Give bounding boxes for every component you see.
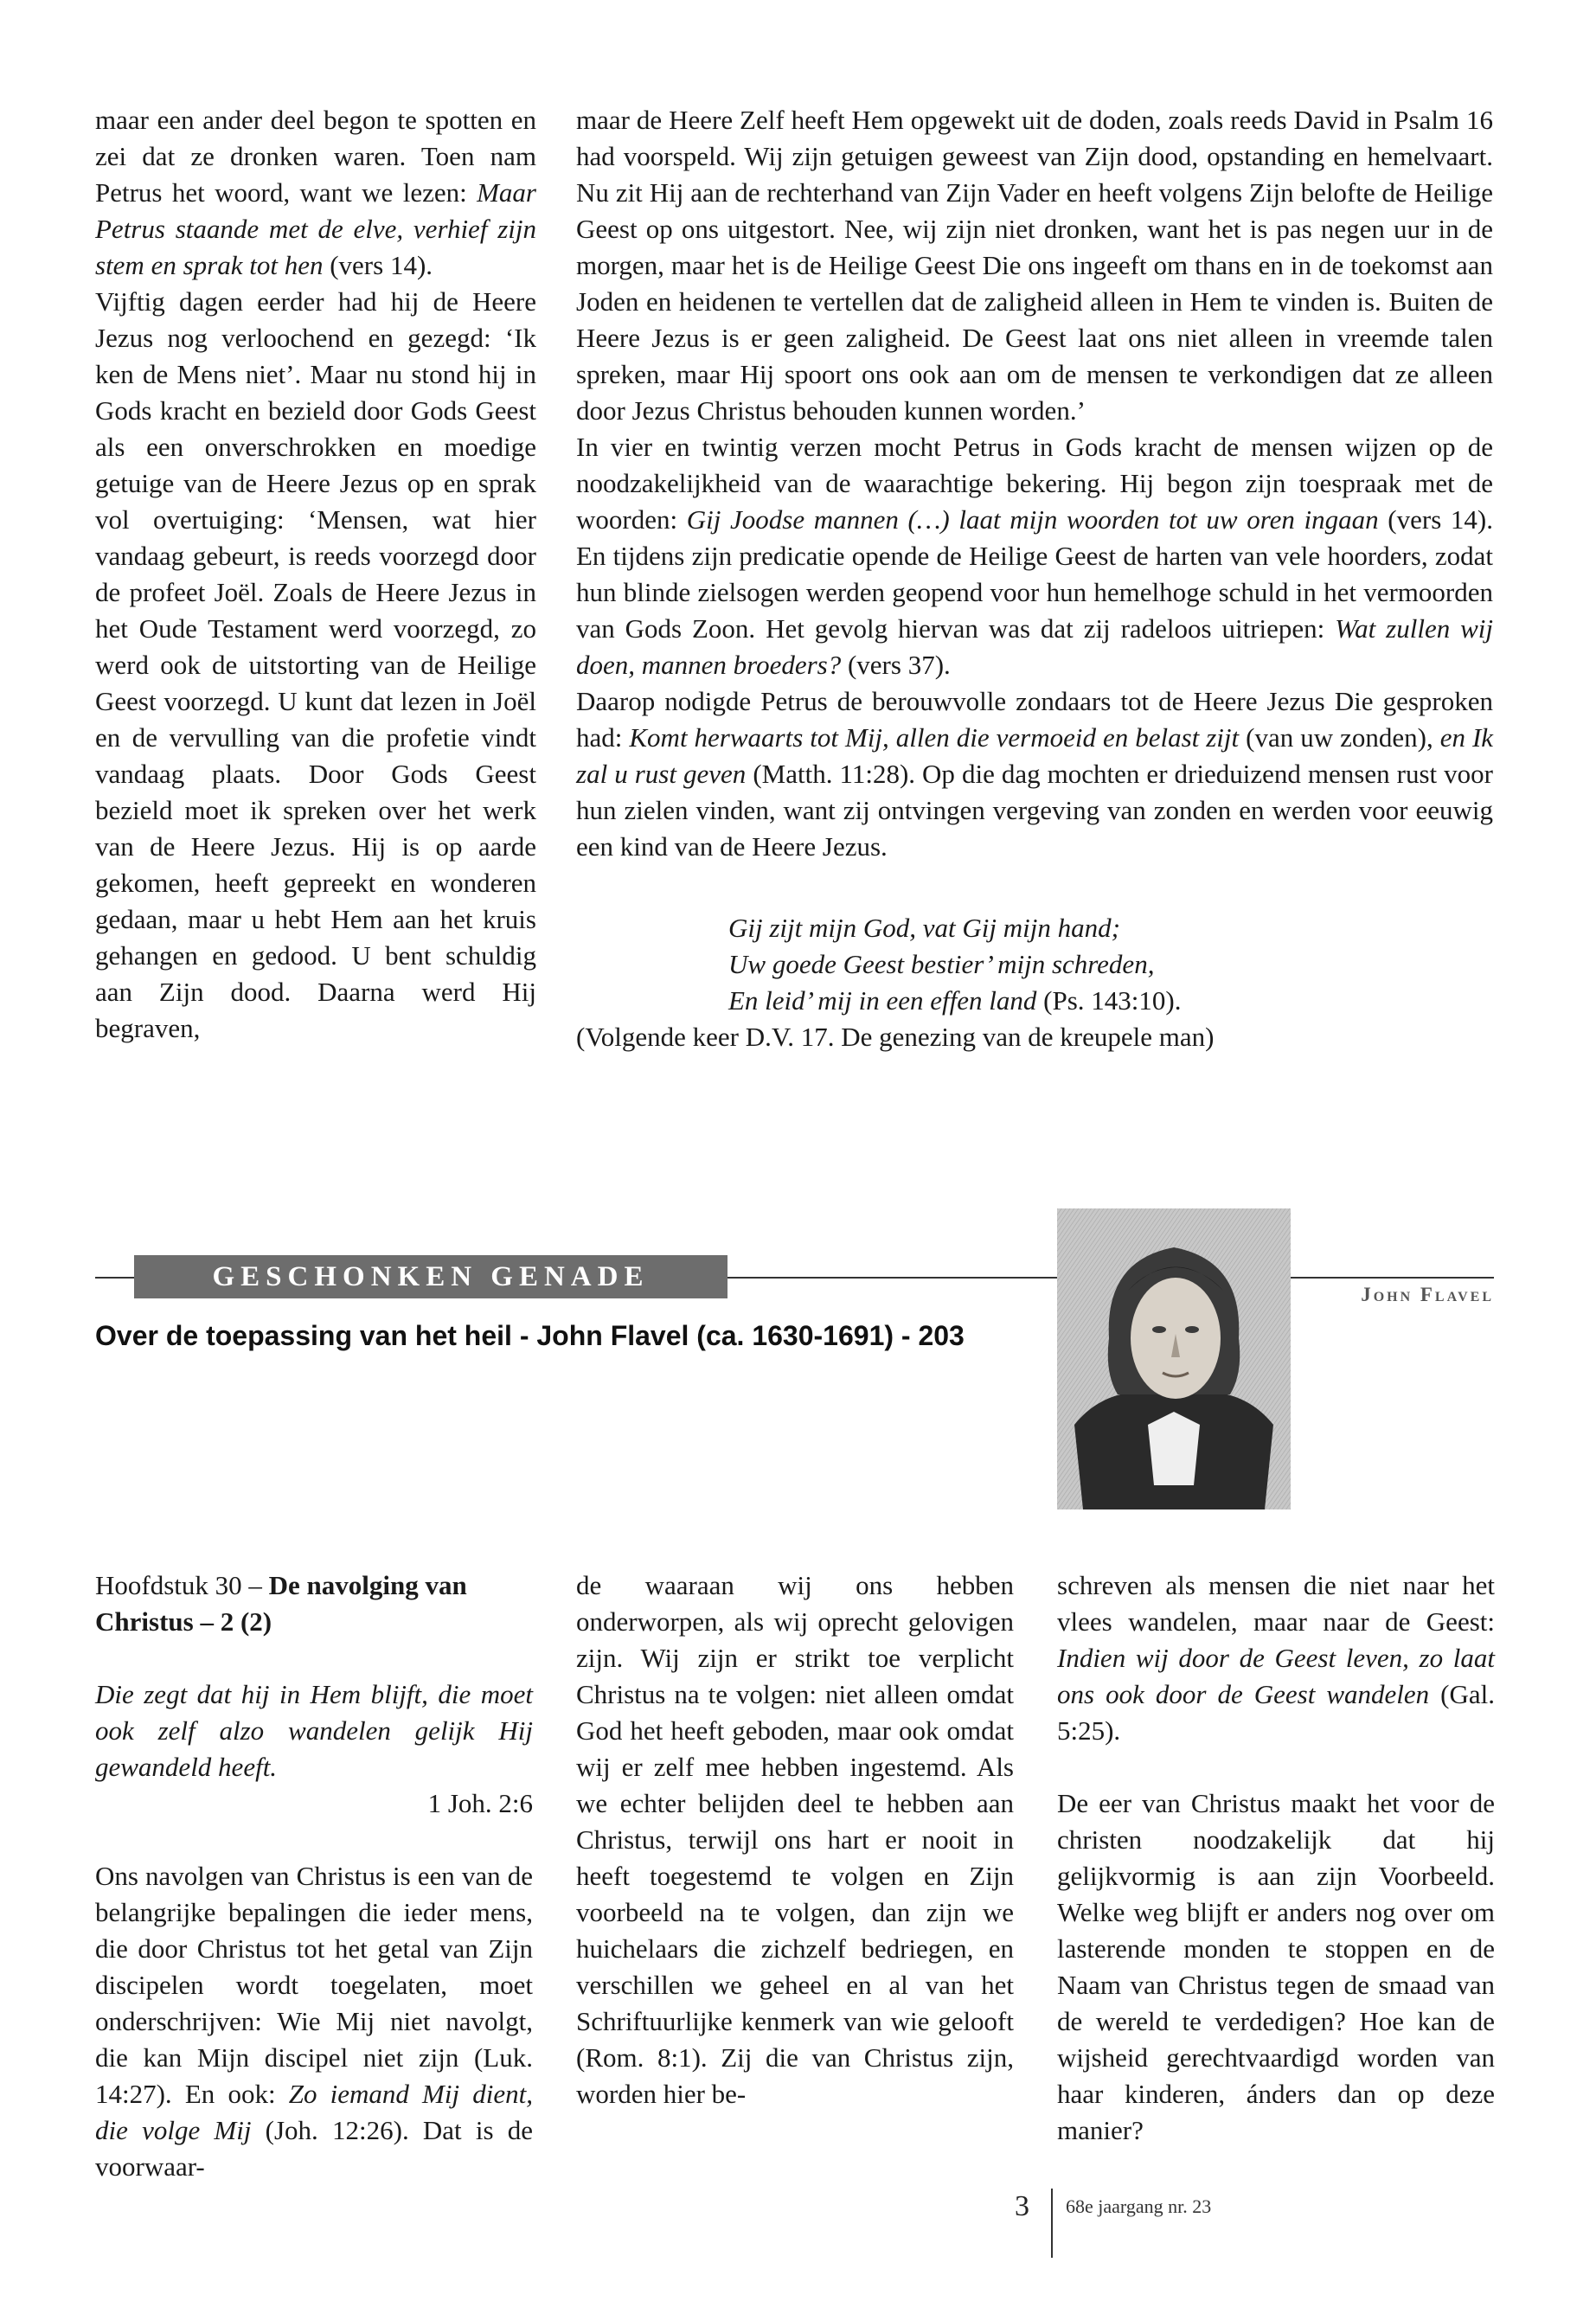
page-number: 3	[1015, 2190, 1029, 2222]
poem-reference: (Ps. 143:10).	[1036, 985, 1182, 1016]
scripture-quote: en Ik zal u rust geven	[576, 722, 1494, 789]
poem-line: Gij zijt mijn God, vat Gij mijn hand;	[728, 913, 1120, 943]
motto-reference: 1 Joh. 2:6	[427, 1788, 533, 1818]
author-tag: John Flavel	[1361, 1284, 1494, 1305]
article-column-3	[1057, 1567, 1495, 2149]
next-episode-note: (Volgende keer D.V. 17. De genezing van de kreupele man)	[576, 1022, 1215, 1052]
paragraph: maar een ander deel begon te spotten en zei dat ze dronken waren. Toen nam Petrus het woord, want we lezen: Maar Petrus staande met de elve, verhief zijn stem en sprak tot hen (vers 14).	[95, 105, 536, 280]
article-column-2	[576, 1567, 1014, 2112]
motto-reference-row	[95, 1785, 533, 1822]
psalm-verse	[728, 910, 1493, 1019]
top-left-column	[95, 102, 536, 1047]
issue-label: 68e jaargang nr. 23	[1066, 2195, 1212, 2217]
paragraph: In vier en twintig verzen mocht Petrus in Gods kracht de mensen wijzen op de noodzakelijkheid van de waarachtige bekering. Hij begon zijn toespraak met de woorden: Gij Joodse mannen (…) laat mijn woorden tot uw oren ingaan (vers 14). En tijdens zijn predicatie opende de Heilige Geest de harten van vele hoorders, zodat hun blinde zielsogen werden geopend voor hun hemelhoge schuld in het vermoorden van Gods Zoon. Het gevolg hiervan was dat zij radeloos uitriepen: Wat zullen wij doen, mannen broeders? (vers 37).	[576, 432, 1493, 680]
paragraph: de waaraan wij ons hebben onderworpen, als wij oprecht gelovigen zijn. Wij zijn er strikt toe verplicht Christus na te volgen: niet alleen omdat God het heeft geboden, maar ook omdat wij er zelf mee hebben ingestemd. Als we echter belijden deel te hebben aan Christus, terwijl ons hart er nooit in heeft toegestemd te volgen en Zijn voorbeeld na te volgen, dan zijn we huichelaars die zichzelf bedriegen, en verschillen we geheel en al van het Schriftuurlijke kenmerk van wie gelooft (Rom. 8:1). Zij die van Christus zijn, worden hier be-	[576, 1570, 1014, 2109]
scripture-quote: Zo iemand Mij dient, die volge Mij	[95, 2079, 533, 2145]
paragraph: Vijftig dagen eerder had hij de Heere Jezus nog verloochend en gezegd: ‘Ik ken de Mens niet’. Maar nu stond hij in Gods kracht en bezield door Gods Geest als een onverschrokken en moedige getuige van de Heere Jezus op en sprak vol overtuiging: ‘Mensen, wat hier vandaag gebeurt, is reeds voorzegd door de profeet Joël. Zoals de Heere Jezus in het Oude Testament werd voorzegd, zo werd ook de uitstorting van de Heilige Geest voorzegd. U kunt dat lezen in Joël en de vervulling van die profetie vindt vandaag plaats. Door Gods Geest bezield moet ik spreken over het werk van de Heere Jezus. Hij is op aarde gekomen, heeft gepreekt en wonderen gedaan, maar u hebt Hem aan het kruis gehangen en gedood. U bent schuldig aan Zijn dood. Daarna werd Hij begraven,	[95, 286, 536, 1043]
paragraph: Ons navolgen van Christus is een van de belangrijke bepalingen die ieder mens, die door Christus tot het getal van Zijn discipelen wordt toegelaten, moet onderschrijven: Wie Mij niet navolgt, die kan Mijn discipel niet zijn (Luk. 14:27). En ook: Zo iemand Mij dient, die volge Mij (Joh. 12:26). Dat is de voorwaar-	[95, 1861, 533, 2182]
scripture-quote: Wat zullen wij doen, mannen broeders?	[576, 613, 1493, 680]
article-column-1	[95, 1567, 533, 2185]
paragraph: schreven als mensen die niet naar het vlees wandelen, maar naar de Geest: Indien wij door de Geest leven, zo laat ons ook door de Geest wandelen (Gal. 5:25).	[1057, 1570, 1495, 1746]
top-right-column	[576, 102, 1493, 1055]
scripture-quote: Maar Petrus staande met de elve, verhief zijn stem en sprak tot hen	[95, 177, 536, 280]
scripture-quote: Komt herwaarts tot Mij, allen die vermoeid en belast zijt	[629, 722, 1240, 753]
section-banner: GESCHONKEN GENADE	[134, 1255, 727, 1298]
paragraph: De eer van Christus maakt het voor de christen noodzakelijk dat hij gelijkvormig is aan zijn Voorbeeld. Welke weg blijft er anders nog over om lasterende monden te stoppen en de Naam van Christus tegen de smaad van de wereld te verdedigen? Hoe kan de wijsheid gerechtvaardigd worden van haar kinderen, ánders dan op deze manier?	[1057, 1788, 1495, 2145]
paragraph: Daarop nodigde Petrus de berouwvolle zondaars tot de Heere Jezus Die gesproken had: Komt herwaarts tot Mij, allen die vermoeid en belast zijt (van uw zonden), en Ik zal u rust geven (Matth. 11:28). Op die dag mochten er drieduizend mensen rust voor hun zielen vinden, want zij ontvingen vergeving van zonden en werden voor eeuwig een kind van de Heere Jezus.	[576, 686, 1494, 862]
motto: Die zegt dat hij in Hem blijft, die moet ook zelf alzo wandelen gelijk Hij gewandeld heeft.	[95, 1679, 533, 1782]
poem-line: En leid’ mij in een effen land	[728, 985, 1037, 1016]
poem-line: Uw goede Geest bestier’ mijn schreden,	[728, 949, 1155, 979]
scripture-quote: Gij Joodse mannen (…) laat mijn woorden tot uw oren ingaan	[686, 504, 1379, 535]
section-rule-right	[1291, 1277, 1494, 1279]
author-portrait	[1057, 1208, 1291, 1509]
scripture-quote: Indien wij door de Geest leven, zo laat ons ook door de Geest wandelen	[1057, 1643, 1495, 1709]
paragraph: maar de Heere Zelf heeft Hem opgewekt uit de doden, zoals reeds David in Psalm 16 had voorspeld. Wij zijn getuigen geweest van Zijn dood, opstanding en hemelvaart. Nu zit Hij aan de rechterhand van Zijn Vader en heeft volgens Zijn belofte de Heilige Geest op ons uitgestort. Nee, wij zijn niet dronken, want het is pas negen uur in de morgen, maar het is de Heilige Geest Die ons ingeeft om thans en in de toekomst aan Joden en heidenen te vertellen dat de zaligheid alleen in Hem te vinden is. Buiten de Heere Jezus is er geen zaligheid. De Geest laat ons niet alleen in vreemde talen spreken, maar Hij spoort ons ook aan om de mensen te verkondigen dat ze alleen door Jezus Christus behouden kunnen worden.’	[576, 105, 1493, 426]
portrait-engraving	[1057, 1208, 1291, 1509]
chapter-heading: Hoofdstuk 30 – De navolging van Christus – 2 (2)	[95, 1570, 467, 1637]
article-subtitle: Over de toepassing van het heil - John Flavel (ca. 1630-1691) - 203	[95, 1320, 965, 1351]
footer-divider	[1051, 2189, 1053, 2258]
